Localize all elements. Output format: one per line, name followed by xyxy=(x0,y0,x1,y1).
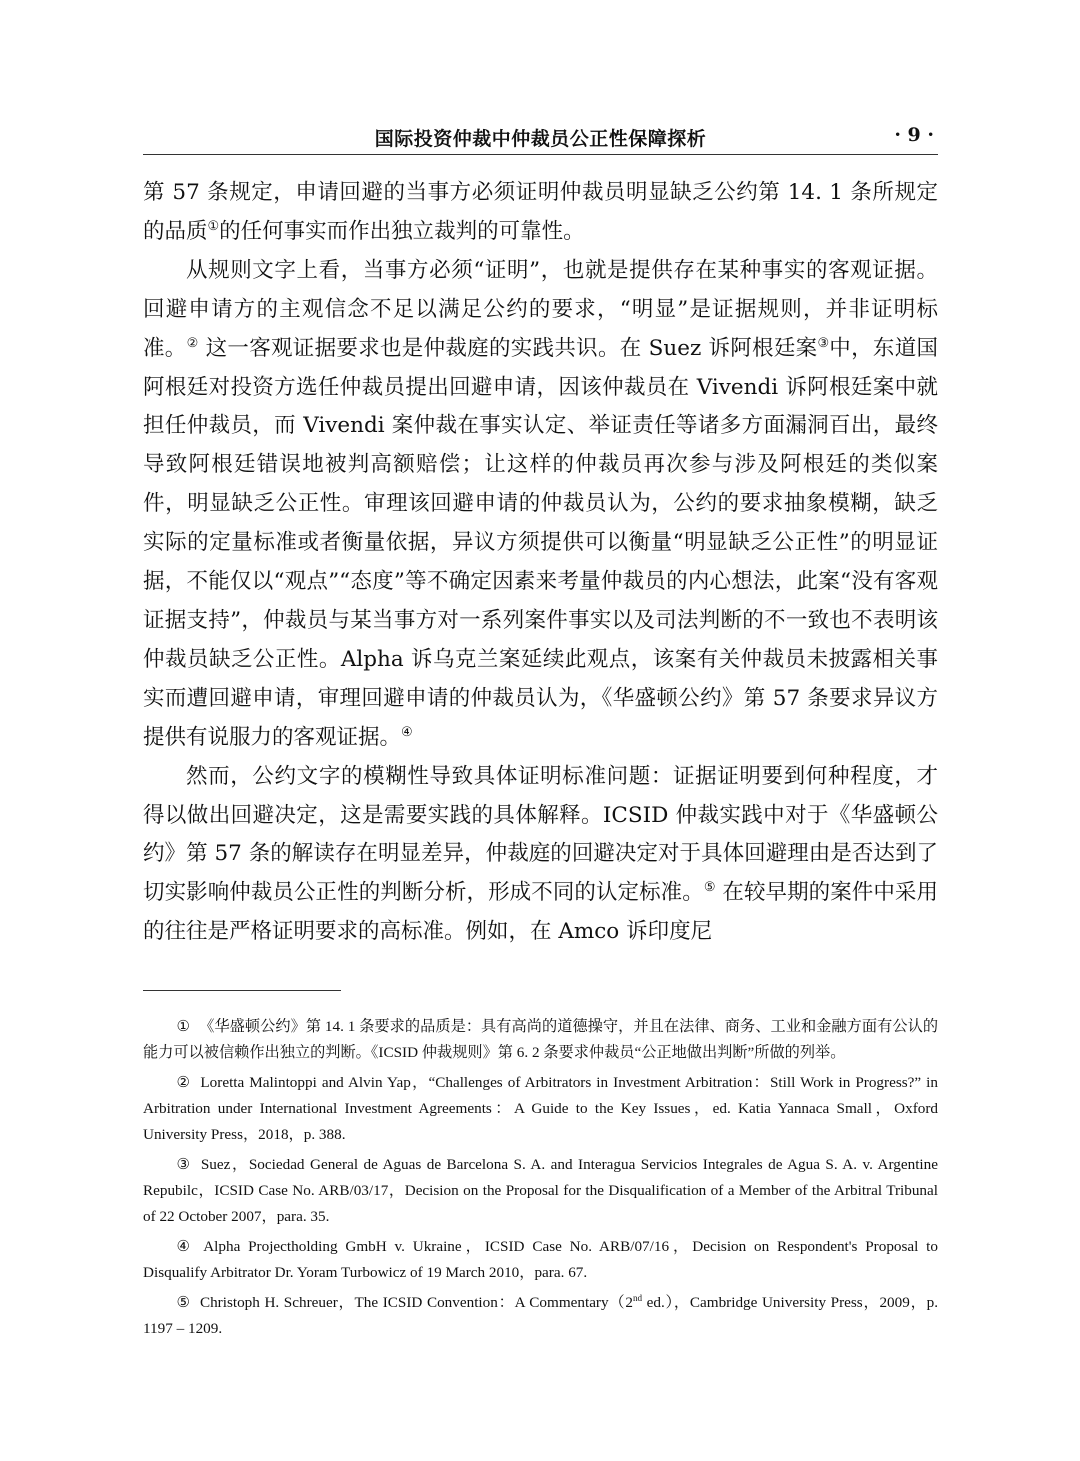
footnote-ref-1[interactable]: ① xyxy=(207,218,220,234)
footnote-mark: ① xyxy=(176,1018,191,1035)
footnote-ref-2[interactable]: ② xyxy=(186,335,199,351)
footnote-ref-3[interactable]: ③ xyxy=(817,335,830,351)
paragraph-3: 然而，公约文字的模糊性导致具体证明标准问题：证据证明要到何种程度，才得以做出回避决定，这是需要实践的具体解释。ICSID 仲裁实践中对于《华盛顿公约》第 57 条的解读存在明显差异，仲裁庭的回避决定对于具体回避理由是否达到了切实影响仲裁员公正性的判断分析，形成不同的认定标准。⑤ 在较早期的案件中采用的往往是严格证明要求的高标准。例如，在 Amco 诉印度尼 xyxy=(143,763,939,945)
superscript-nd: nd xyxy=(632,1292,643,1303)
footnote-4: ④ Alpha Projectholding GmbH v. Ukraine，ICSID Case No. ARB/07/16，Decision on Respondent's Proposal to Disqualify Arbitrator Dr. Yoram Turbowicz of 19 March 2010，para. 67. xyxy=(143,1238,938,1281)
page-number: · 9 · xyxy=(894,124,934,146)
footnote-3: ③ Suez，Sociedad General de Aguas de Barcelona S. A. and Interagua Servicios Integrales de Agua S. A. v. Argentine Repubilc，ICSID Case No. ARB/03/17，Decision on the Proposal for the Disqualification of a Member of the Arbitral Tribunal of 22 October 2007，para. 35. xyxy=(143,1156,938,1225)
footnote-ref-5[interactable]: ⑤ xyxy=(703,880,716,896)
footnotes xyxy=(143,1014,938,1346)
footnote-5: ⑤ Christoph H. Schreuer，The ICSID Convention：A Commentary（2nd ed.），Cambridge University Press，2009，p. 1197 – 1209. xyxy=(143,1292,938,1337)
paragraph-1: 第 57 条规定，申请回避的当事方必须证明仲裁员明显缺乏公约第 14. 1 条所规定的品质①的任何事实而作出独立裁判的可靠性。 xyxy=(143,180,938,244)
footnote-ref-4[interactable]: ④ xyxy=(401,724,413,740)
footnote-2: ② Loretta Malintoppi and Alvin Yap，“Challenges of Arbitrators in Investment Arbitration：Still Work in Progress?” in Arbitration under International Investment Agreements：A Guide to the Key Issues，ed. Katia Yannaca Small，Oxford University Press，2018，p. 388. xyxy=(143,1074,938,1143)
paragraph-2: 从规则文字上看，当事方必须“证明”，也就是提供存在某种事实的客观证据。回避申请方的主观信念不足以满足公约的要求，“明显”是证据规则，并非证明标准。② 这一客观证据要求也是仲裁庭的实践共识。在 Suez 诉阿根廷案③中，东道国阿根廷对投资方选任仲裁员提出回避申请，因该仲裁员在 Vivendi 诉阿根廷案中就担任仲裁员，而 Vivendi 案仲裁在事实认定、举证责任等诸多方面漏洞百出，最终导致阿根廷错误地被判高额赔偿；让这样的仲裁员再次参与涉及阿根廷的类似案件，明显缺乏公正性。审理该回避申请的仲裁员认为，公约的要求抽象模糊，缺乏实际的定量标准或者衡量依据，异议方须提供可以衡量“明显缺乏公正性”的明显证据，不能仅以“观点”“态度”等不确定因素来考量仲裁员的内心想法，此案“没有客观证据支持”，仲裁员与某当事方对一系列案件事实以及司法判断的不一致也不表明该仲裁员缺乏公正性。Alpha 诉乌克兰案延续此观点，该案有关仲裁员未披露相关事实而遭回避申请，审理回避申请的仲裁员认为，《华盛顿公约》第 57 条要求异议方提供有说服力的客观证据。④ xyxy=(143,257,938,750)
footnote-separator xyxy=(143,990,341,991)
footnote-mark: ⑤ xyxy=(176,1294,191,1311)
body-text xyxy=(143,174,938,952)
running-header xyxy=(143,118,938,155)
footnote-1: ① 《华盛顿公约》第 14. 1 条要求的品质是：具有高尚的道德操守，并且在法律、商务、工业和金融方面有公认的能力可以被信赖作出独立的判断。《ICSID 仲裁规则》第 6. 2 条要求仲裁员“公正地做出判断”所做的列举。 xyxy=(143,1018,939,1061)
footnote-mark: ③ xyxy=(176,1156,192,1173)
footnote-mark: ② xyxy=(176,1074,192,1091)
running-title: 国际投资仲裁中仲裁员公正性保障探析 xyxy=(374,128,707,150)
footnote-mark: ④ xyxy=(176,1238,195,1255)
